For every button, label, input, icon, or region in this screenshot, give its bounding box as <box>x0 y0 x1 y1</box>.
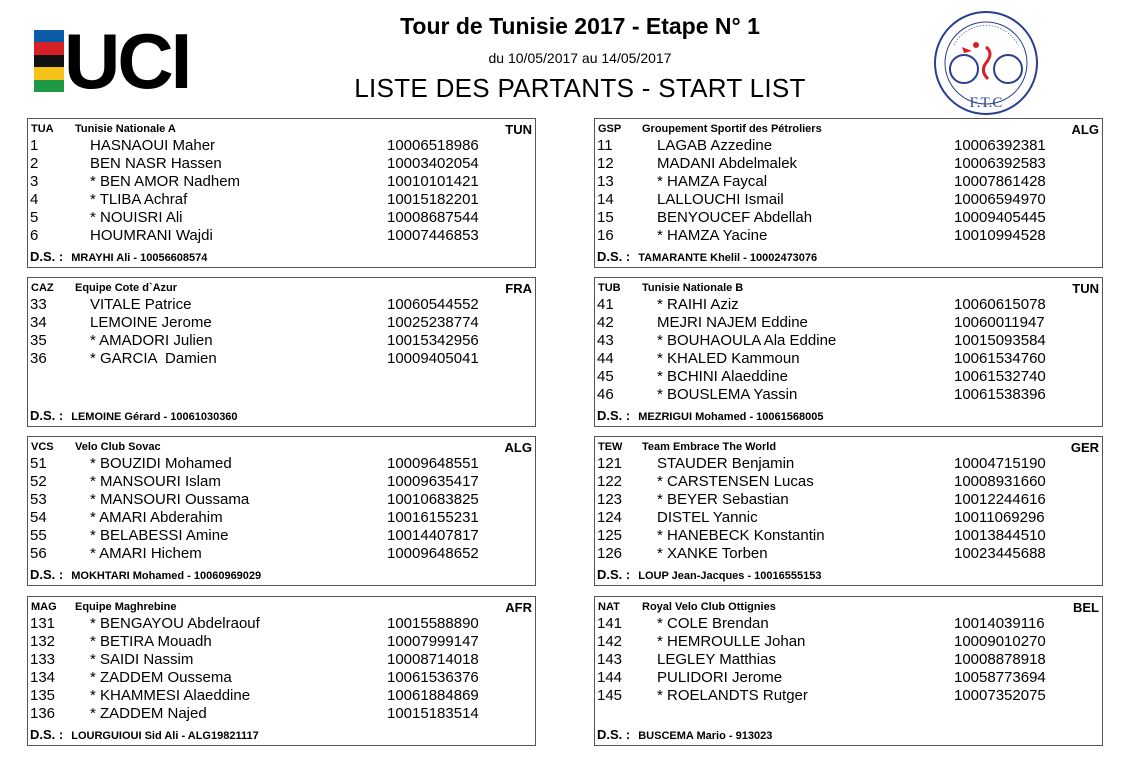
rider-number: 126 <box>597 545 623 562</box>
rider-uci-id: 10006392583 <box>954 155 1046 172</box>
rider-row <box>595 314 1102 332</box>
rider-number: 6 <box>30 227 39 244</box>
rider-list <box>595 296 1102 404</box>
rider-row <box>28 545 535 563</box>
sports-director <box>597 567 821 582</box>
rider-uci-id: 10060544552 <box>387 296 479 313</box>
rider-uci-id: 10007999147 <box>387 633 479 650</box>
rider-row <box>28 527 535 545</box>
rider-list <box>28 455 535 563</box>
rider-uci-id: 10015588890 <box>387 615 479 632</box>
rider-name: * MANSOURI Islam <box>90 473 221 490</box>
rider-uci-id: 10012244616 <box>954 491 1046 508</box>
rider-row <box>595 137 1102 155</box>
rider-name: LEMOINE Jerome <box>90 314 212 331</box>
team-box <box>594 277 1103 427</box>
ds-label: D.S. : <box>597 249 631 264</box>
rider-number: 141 <box>597 615 623 632</box>
team-header <box>28 597 535 613</box>
rider-number: 13 <box>597 173 614 190</box>
team-nation: BEL <box>1073 600 1099 615</box>
team-header <box>595 437 1102 453</box>
ftc-federation-logo <box>932 9 1040 117</box>
rider-name: HOUMRANI Wajdi <box>90 227 213 244</box>
rider-number: 36 <box>30 350 47 367</box>
rider-number: 1 <box>30 137 39 154</box>
team-box <box>594 436 1103 586</box>
rider-row <box>595 509 1102 527</box>
rider-uci-id: 10014039116 <box>954 615 1045 632</box>
rider-name: * BEYER Sebastian <box>657 491 789 508</box>
rider-row <box>595 669 1102 687</box>
rider-name: * AMARI Abderahim <box>90 509 223 526</box>
rider-row <box>28 473 535 491</box>
team-box <box>27 436 536 586</box>
rider-number: 15 <box>597 209 614 226</box>
rider-uci-id: 10058773694 <box>954 669 1046 686</box>
rider-uci-id: 10060011947 <box>954 314 1045 331</box>
date-range: du 10/05/2017 au 14/05/2017 <box>488 50 672 66</box>
rider-number: 133 <box>30 651 56 668</box>
rider-row <box>595 455 1102 473</box>
rider-name: * CARSTENSEN Lucas <box>657 473 814 490</box>
team-code: TUB <box>598 282 621 294</box>
rider-name: * XANKE Torben <box>657 545 768 562</box>
team-code: NAT <box>598 601 620 613</box>
ds-name: BUSCEMA Mario - 913023 <box>638 730 773 742</box>
rider-row <box>28 191 535 209</box>
rider-name: * AMADORI Julien <box>90 332 213 349</box>
rider-name: * BOUHAOULA Ala Eddine <box>657 332 837 349</box>
team-code: TEW <box>598 441 623 453</box>
rider-number: 54 <box>30 509 47 526</box>
rider-name: LEGLEY Matthias <box>657 651 776 668</box>
rider-uci-id: 10008878918 <box>954 651 1046 668</box>
team-header <box>595 278 1102 294</box>
rider-name: * HAMZA Faycal <box>657 173 768 190</box>
rider-uci-id: 10007352075 <box>954 687 1046 704</box>
rider-name: * NOUISRI Ali <box>90 209 183 226</box>
rider-name: * HEMROULLE Johan <box>657 633 806 650</box>
rider-name: LAGAB Azzedine <box>657 137 773 154</box>
rider-uci-id: 10015182201 <box>387 191 479 208</box>
rider-name: * BOUSLEMA Yassin <box>657 386 798 403</box>
rider-name: * ZADDEM Najed <box>90 705 207 722</box>
rider-row <box>595 368 1102 386</box>
rider-number: 52 <box>30 473 47 490</box>
rider-uci-id: 10007446853 <box>387 227 479 244</box>
team-box <box>27 118 536 268</box>
rider-list <box>28 615 535 723</box>
rider-name: * MANSOURI Oussama <box>90 491 250 508</box>
rider-uci-id: 10009010270 <box>954 633 1046 650</box>
rider-row <box>28 633 535 651</box>
sports-director <box>30 408 238 423</box>
team-name: Groupement Sportif des Pétroliers <box>642 123 822 135</box>
rider-uci-id: 10015183514 <box>387 705 479 722</box>
rider-row <box>28 491 535 509</box>
rider-uci-id: 10009405041 <box>387 350 479 367</box>
rider-uci-id: 10061538396 <box>954 386 1046 403</box>
rider-number: 14 <box>597 191 614 208</box>
rider-row <box>28 314 535 332</box>
sports-director <box>30 567 261 582</box>
rider-uci-id: 10010683825 <box>387 491 479 508</box>
rider-name: * GARCIA Damien <box>90 350 217 367</box>
rider-row <box>595 296 1102 314</box>
rider-uci-id: 10013844510 <box>954 527 1046 544</box>
rider-number: 11 <box>597 137 613 154</box>
ds-name: LOURGUIOUI Sid Ali - ALG19821117 <box>71 730 259 742</box>
rider-name: HASNAOUI Maher <box>90 137 216 154</box>
rider-name: * HAMZA Yacine <box>657 227 768 244</box>
rider-list <box>28 137 535 245</box>
uci-rainbow-stripes <box>34 30 64 92</box>
ds-label: D.S. : <box>597 567 631 582</box>
team-code: GSP <box>598 123 622 135</box>
rider-name: PULIDORI Jerome <box>657 669 783 686</box>
rider-row <box>28 227 535 245</box>
rider-name: * BOUZIDI Mohamed <box>90 455 232 472</box>
rider-row <box>28 209 535 227</box>
rider-uci-id: 10011069296 <box>954 509 1045 526</box>
rider-uci-id: 10061532740 <box>954 368 1046 385</box>
ds-name: MRAYHI Ali - 10056608574 <box>71 252 208 264</box>
rider-uci-id: 10007861428 <box>954 173 1046 190</box>
team-name: Equipe Maghrebine <box>75 601 177 613</box>
rider-name: VITALE Patrice <box>90 296 192 313</box>
uci-logo <box>34 17 229 105</box>
rider-number: 35 <box>30 332 47 349</box>
rider-number: 34 <box>30 314 47 331</box>
team-code: CAZ <box>31 282 54 294</box>
team-name: Royal Velo Club Ottignies <box>642 601 776 613</box>
ds-name: MEZRIGUI Mohamed - 10061568005 <box>638 411 824 423</box>
rider-number: 44 <box>597 350 614 367</box>
rider-name: * HANEBECK Konstantin <box>657 527 825 544</box>
rider-row <box>28 155 535 173</box>
sports-director <box>30 727 259 742</box>
rider-name: * KHAMMESI Alaeddine <box>90 687 251 704</box>
rider-row <box>28 350 535 368</box>
rider-number: 56 <box>30 545 47 562</box>
rider-number: 12 <box>597 155 614 172</box>
rider-row <box>28 687 535 705</box>
rider-name: * BEN AMOR Nadhem <box>90 173 241 190</box>
ds-name: MOKHTARI Mohamed - 10060969029 <box>71 570 262 582</box>
rider-row <box>28 173 535 191</box>
rider-number: 121 <box>597 455 623 472</box>
rider-number: 3 <box>30 173 39 190</box>
rider-number: 16 <box>597 227 614 244</box>
team-nation: ALG <box>1071 122 1099 137</box>
rider-list <box>595 455 1102 563</box>
rider-uci-id: 10025238774 <box>387 314 479 331</box>
rider-row <box>595 491 1102 509</box>
rider-name: * BCHINI Alaeddine <box>657 368 788 385</box>
rider-row <box>595 527 1102 545</box>
rider-uci-id: 10006594970 <box>954 191 1046 208</box>
rider-uci-id: 10009648551 <box>387 455 479 472</box>
rider-row <box>28 615 535 633</box>
page-title: Tour de Tunisie 2017 - Etape N° 1 <box>400 13 760 39</box>
rider-number: 53 <box>30 491 47 508</box>
rider-row <box>28 651 535 669</box>
team-code: TUA <box>31 123 54 135</box>
sports-director <box>30 249 207 264</box>
rider-list <box>595 137 1102 245</box>
sports-director <box>597 727 772 742</box>
ds-label: D.S. : <box>597 727 631 742</box>
rider-row <box>595 332 1102 350</box>
rider-row <box>595 191 1102 209</box>
rider-name: BENYOUCEF Abdellah <box>657 209 813 226</box>
rider-uci-id: 10008931660 <box>954 473 1046 490</box>
rider-row <box>28 705 535 723</box>
rider-name: STAUDER Benjamin <box>657 455 795 472</box>
rider-number: 135 <box>30 687 56 704</box>
rider-number: 123 <box>597 491 623 508</box>
team-header <box>595 119 1102 135</box>
rider-row <box>28 137 535 155</box>
rider-row <box>595 386 1102 404</box>
rider-uci-id: 10010101421 <box>387 173 479 190</box>
team-header <box>28 119 535 135</box>
rider-uci-id: 10014407817 <box>387 527 479 544</box>
rider-number: 122 <box>597 473 623 490</box>
team-nation: FRA <box>505 281 532 296</box>
ds-name: LOUP Jean-Jacques - 10016555153 <box>638 570 822 582</box>
rider-row <box>28 509 535 527</box>
rider-name: * ROELANDTS Rutger <box>657 687 808 704</box>
team-box <box>27 596 536 746</box>
rider-number: 5 <box>30 209 39 226</box>
rider-row <box>595 173 1102 191</box>
rider-name: * AMARI Hichem <box>90 545 202 562</box>
rider-row <box>28 455 535 473</box>
ds-name: LEMOINE Gérard - 10061030360 <box>71 411 238 423</box>
team-box <box>27 277 536 427</box>
rider-name: * BELABESSI Amine <box>90 527 229 544</box>
team-nation: AFR <box>505 600 532 615</box>
rider-row <box>595 227 1102 245</box>
rider-number: 43 <box>597 332 614 349</box>
rider-number: 45 <box>597 368 614 385</box>
page-subtitle: LISTE DES PARTANTS - START LIST <box>354 73 806 103</box>
rider-name: * BETIRA Mouadh <box>90 633 212 650</box>
rider-uci-id: 10016155231 <box>387 509 479 526</box>
ds-label: D.S. : <box>30 567 64 582</box>
team-box <box>594 596 1103 746</box>
rider-name: * TLIBA Achraf <box>90 191 188 208</box>
team-code: VCS <box>31 441 54 453</box>
rider-list <box>28 296 535 368</box>
rider-uci-id: 10003402054 <box>387 155 479 172</box>
rider-row <box>595 473 1102 491</box>
team-header <box>28 437 535 453</box>
team-nation: TUN <box>1072 281 1099 296</box>
ds-name: TAMARANTE Khelil - 10002473076 <box>638 252 818 264</box>
rider-uci-id: 10009635417 <box>387 473 479 490</box>
rider-uci-id: 10060615078 <box>954 296 1046 313</box>
rider-number: 142 <box>597 633 623 650</box>
page-header <box>0 0 1128 116</box>
rider-number: 4 <box>30 191 39 208</box>
rider-uci-id: 10023445688 <box>954 545 1046 562</box>
sports-director <box>597 408 823 423</box>
rider-name: MEJRI NAJEM Eddine <box>657 314 808 331</box>
rider-number: 144 <box>597 669 623 686</box>
rider-row <box>28 669 535 687</box>
rider-row <box>595 651 1102 669</box>
rider-number: 33 <box>30 296 47 313</box>
rider-uci-id: 10015342956 <box>387 332 479 349</box>
rider-row <box>595 155 1102 173</box>
rider-name: * KHALED Kammoun <box>657 350 800 367</box>
ds-label: D.S. : <box>597 408 631 423</box>
team-name: Velo Club Sovac <box>75 441 161 453</box>
rider-row <box>28 332 535 350</box>
rider-name: * ZADDEM Oussema <box>90 669 232 686</box>
rider-number: 2 <box>30 155 39 172</box>
rider-number: 46 <box>597 386 614 403</box>
rider-uci-id: 10061534760 <box>954 350 1046 367</box>
team-nation: GER <box>1070 440 1099 455</box>
rider-number: 55 <box>30 527 47 544</box>
uci-logo-text: UCI <box>64 17 190 105</box>
team-name: Team Embrace The World <box>642 441 777 453</box>
rider-number: 125 <box>597 527 623 544</box>
rider-uci-id: 10009405445 <box>954 209 1046 226</box>
team-code: MAG <box>31 601 57 613</box>
rider-number: 145 <box>597 687 623 704</box>
rider-uci-id: 10006518986 <box>387 137 479 154</box>
rider-row <box>28 296 535 314</box>
team-header <box>28 278 535 294</box>
rider-uci-id: 10061536376 <box>387 669 479 686</box>
rider-row <box>595 350 1102 368</box>
rider-list <box>595 615 1102 705</box>
rider-number: 136 <box>30 705 56 722</box>
rider-uci-id: 10006392381 <box>954 137 1046 154</box>
rider-row <box>595 615 1102 633</box>
ds-label: D.S. : <box>30 249 64 264</box>
team-name: Tunisie Nationale A <box>75 123 176 135</box>
rider-row <box>595 687 1102 705</box>
rider-name: MADANI Abdelmalek <box>657 155 798 172</box>
team-name: Equipe Cote d`Azur <box>75 282 178 294</box>
rider-uci-id: 10008687544 <box>387 209 479 226</box>
rider-row <box>595 209 1102 227</box>
rider-number: 41 <box>597 296 614 313</box>
team-header <box>595 597 1102 613</box>
rider-number: 124 <box>597 509 623 526</box>
rider-uci-id: 10008714018 <box>387 651 479 668</box>
sports-director <box>597 249 817 264</box>
rider-name: DISTEL Yannic <box>657 509 758 526</box>
rider-number: 143 <box>597 651 623 668</box>
rider-uci-id: 10015093584 <box>954 332 1046 349</box>
rider-uci-id: 10004715190 <box>954 455 1046 472</box>
rider-number: 132 <box>30 633 56 650</box>
rider-name: * RAIHI Aziz <box>657 296 739 313</box>
rider-name: BEN NASR Hassen <box>90 155 222 172</box>
team-nation: TUN <box>505 122 532 137</box>
rider-name: * SAIDI Nassim <box>90 651 194 668</box>
rider-name: * BENGAYOU Abdelraouf <box>90 615 260 632</box>
rider-name: LALLOUCHI Ismail <box>657 191 784 208</box>
rider-uci-id: 10010994528 <box>954 227 1046 244</box>
rider-number: 51 <box>30 455 47 472</box>
rider-uci-id: 10061884869 <box>387 687 479 704</box>
ds-label: D.S. : <box>30 727 64 742</box>
ds-label: D.S. : <box>30 408 64 423</box>
rider-row <box>595 633 1102 651</box>
rider-number: 134 <box>30 669 56 686</box>
rider-row <box>595 545 1102 563</box>
team-box <box>594 118 1103 268</box>
team-name: Tunisie Nationale B <box>642 282 744 294</box>
rider-number: 131 <box>30 615 56 632</box>
rider-name: * COLE Brendan <box>657 615 769 632</box>
ftc-letters: F.T.C <box>969 95 1003 111</box>
rider-number: 42 <box>597 314 614 331</box>
team-nation: ALG <box>504 440 532 455</box>
rider-uci-id: 10009648652 <box>387 545 479 562</box>
